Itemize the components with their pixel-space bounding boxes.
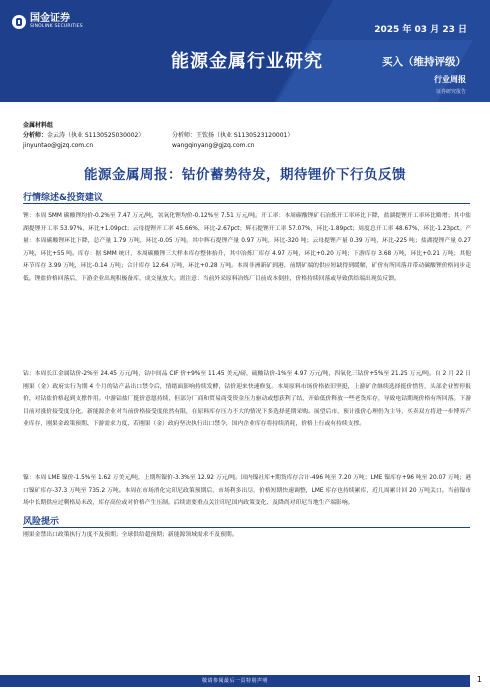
report-type: 行业周报 <box>434 75 466 84</box>
analyst-name: 金云涛（执业 S1130525030002） <box>47 132 145 139</box>
report-header <box>0 0 490 102</box>
analyst-label: 分析师： <box>172 132 197 139</box>
analyst-info-2 <box>172 131 293 151</box>
logo-name-cn: 国金证券 <box>30 13 70 24</box>
report-date: 2025 年 03 月 23 日 <box>374 25 467 35</box>
analyst-name: 王钦扬（执业 S1130523120001） <box>196 132 294 139</box>
company-logo <box>12 13 83 30</box>
footer-disclaimer: 敬请参阅最后一页特别声明 <box>201 678 268 684</box>
page-number: 1 <box>476 675 482 684</box>
rating-label: 买入（维持评级） <box>382 56 466 68</box>
analyst-email: jinyuntao@gjzq.com.cn <box>23 142 94 149</box>
section-heading-summary: 行情综述&投资建议 <box>23 193 103 203</box>
report-title: 能源金属周报：钴价蓄势待发，期待锂价下行负反馈 <box>84 167 406 183</box>
section-divider <box>23 203 470 204</box>
lithium-paragraph: 锂：本周 SMM 碳酸锂均价-0.2%至 7.47 万元/吨，氢氧化锂均价-0.12%至 7.51 万元/吨。开工率：本周碳酸锂矿石冶炼开工率环比下降，盐湖提锂开工率环比略增；其中盐湖提锂开工率 53.97%，环比+1.09pct；云母提锂开工率 45.66%，环比-2.67pct；辉石提锂开工率 57.07%，环比-1.89pct；周度总开工率 48.67%，环比-1.23pct。产量：本周碳酸锂环比下降，总产量 1.79 万吨，环比-0.05 万吨。其中辉石提锂产量 0.97 万吨，环比-320 吨；云母提锂产量 0.39 万吨，环比-225 吨；盐湖提锂产量 0.27 万吨，环比+55 吨。库存：据 SMM 统计，本周碳酸锂三大样本库存整体抬升，其中冶炼厂库存 4.97 万吨，环比+0.20 万吨；下游库存 3.68 万吨，环比+0.21 万吨；其他环节库存 3.99 万吨，环比-0.14 万吨；合计库存 12.64 万吨，环比+0.28 万吨。本周非洲新矿到港，前期矿端的供应短缺得到缓解，矿价有所回落并带动碳酸锂价格同步走低。锂盐价格回落后，下游企业出现积极备库，成交量放大。需注意：当前外采原料冶炼厂目前成本倒挂，价格持续回落或导致供给端出现负反馈。 <box>23 213 471 282</box>
analyst-info <box>23 121 144 151</box>
analyst-label: 分析师： <box>23 132 48 139</box>
analyst-email: wangqinyang@gjzq.com.cn <box>172 142 255 149</box>
team-name: 金属材料组 <box>23 122 54 129</box>
section-heading-risk: 风险提示 <box>23 517 60 527</box>
report-category: 证券研究报告 <box>435 89 466 95</box>
section-divider <box>23 527 470 528</box>
logo-name-en: SINOLINK SECURITIES <box>30 24 83 29</box>
industry-title: 能源金属行业研究 <box>171 51 323 72</box>
cobalt-paragraph: 钴：本周长江金属钴价-2%至 24.45 万元/吨，钴中间品 CIF 价+9%至 11.45 美元/磅，硫酸钴价-1%至 4.97 万元/吨，四氧化三钴价+5%至 21.25 万元/吨。自 2 月 22 日刚果（金）政府实行为期 4 个月的钴产品出口禁令后，情绪面影响持续发酵，钴价迎来快速修复。本周原料市场价格依旧坚挺，上游矿企继续选择挺价惜售，头部企业暂停报价，对钴盐价格起到支撑作用。中游钴盐厂挺价意愿持续，但部分厂商和贸易商受资金压力驱动或想获利了结，开始低价释放一些老货库存，导致电钴期现价格有所回落。下游目前对涨价接受度分化，新能源企业对当前价格接受度依然有限，在原料库存压力不大的情况下多选择延期采购。展望后市，预计涨价心理仍为主导，买卖双方将进一步博弈产业库存，刚果金政策预期、下游需求力度、若刚果（金）政府坚决执行出口禁令，国内企业库存将持续消耗，价格上行或有持续支撑。 <box>23 371 471 427</box>
logo-icon <box>12 15 26 29</box>
nickel-paragraph: 镍：本周 LME 镍价-1.5%至 1.62 万美元/吨，上期所镍价-3.3%至 12.92 万元/吨。国内镍社库+期货库存合计-496 吨至 7.20 万吨；LME 镍库存+96 吨至 20.07 万吨；港口镍矿库存-37.3 万吨至 735.2 万吨。本周在市场消化完印尼政策预期后，市场利多出尽，价格短期快速调整，LME 库存也持续累库，近几周累计回 20 万吨关口。当前镍市场中长期供应过剩格局未改，库存高位或对价格产生压制。后续需要重点关注印尼国内政策变化、及降尚对印尼当地生产端影响。 <box>23 475 471 506</box>
risk-text: 刚果金禁出口政策执行力度不及预期；全球供给超预期；新能源领域需求不及预期。 <box>23 532 238 538</box>
